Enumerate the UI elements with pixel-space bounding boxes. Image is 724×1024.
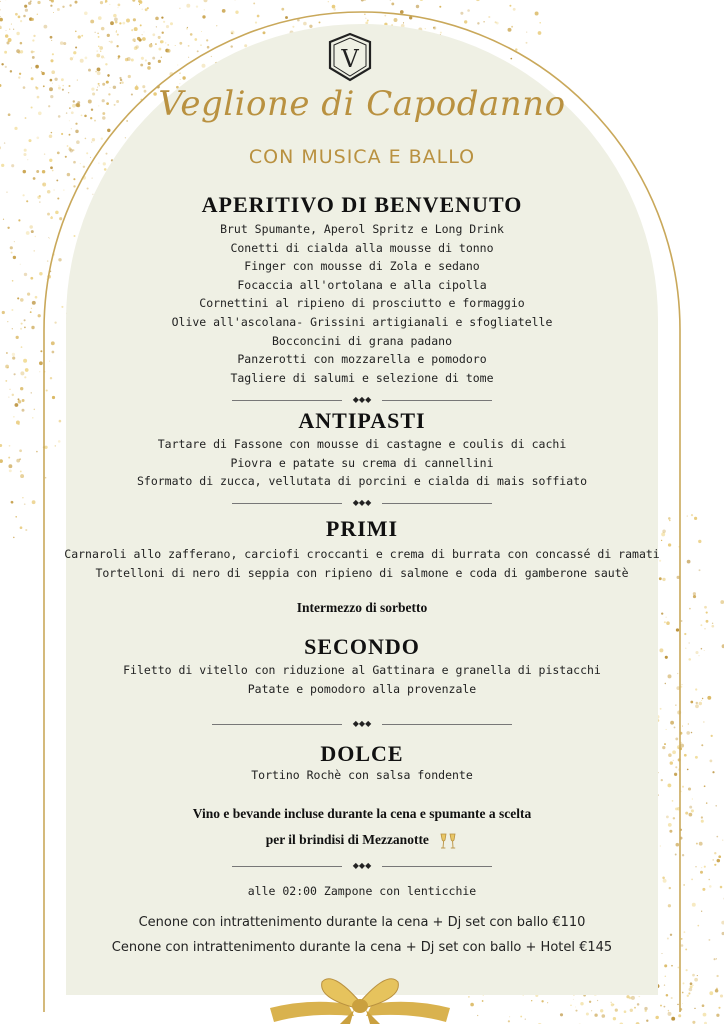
menu-item: Filetto di vitello con riduzione al Gattinara e granella di pistacchi — [123, 663, 601, 677]
v-crest-logo — [326, 32, 374, 82]
menu-item: Tortino Rochè con salsa fondente — [251, 768, 473, 782]
section-title-secondo: SECONDO — [304, 634, 420, 659]
dolce-items — [0, 766, 724, 785]
champagne-toast-icon — [438, 832, 458, 850]
menu-item: Focaccia all'ortolana e alla cipolla — [237, 277, 487, 292]
section-title-aperitivo: APERITIVO DI BENVENUTO — [201, 192, 523, 217]
menu-item: Cornettini al ripieno di prosciutto e formaggio — [199, 296, 525, 311]
section-title-dolce: DOLCE — [320, 741, 404, 766]
event-subtitle: CON MUSICA E BALLO — [248, 146, 476, 168]
price-option-dinner: Cenone con intrattenimento durante la cena + Dj set con ballo €110 — [138, 915, 586, 930]
event-title: Veglione di Capodanno — [158, 84, 566, 124]
menu-item: Olive all'ascolana- Grissini artigianali e sfogliatelle — [171, 314, 553, 329]
divider-ornament: ◆◆◆ — [352, 861, 372, 870]
menu-item: Sformato di zucca, vellutata di porcini e cialda di mais soffiato — [136, 474, 588, 489]
section-divider — [0, 719, 724, 729]
section-title-primi: PRIMI — [325, 516, 399, 541]
divider-ornament: ◆◆◆ — [352, 395, 372, 404]
drinks-note-line2-row — [0, 832, 724, 850]
logo-letter: V — [341, 45, 359, 73]
secondo-items — [0, 661, 724, 698]
menu-item: Bocconcini di grana padano — [271, 333, 452, 348]
menu-item: Panzerotti con mozzarella e pomodoro — [237, 352, 487, 367]
menu-item: Carnaroli allo zafferano, carciofi croccanti e crema di burrata con concassé di ramati — [64, 547, 660, 561]
gold-ribbon-bow — [270, 964, 450, 1024]
price-option-dinner-hotel: Cenone con intrattenimento durante la cena + Dj set con ballo + Hotel €145 — [111, 940, 613, 955]
menu-item: Tortelloni di nero di seppia con ripieno di salmone e coda di gamberone sautè — [95, 565, 629, 580]
drinks-note-line2: per il brindisi di Mezzanotte — [265, 832, 429, 848]
section-title-antipasti: ANTIPASTI — [298, 408, 426, 433]
late-snack-note: alle 02:00 Zampone con lenticchie — [247, 884, 477, 898]
menu-item: Conetti di cialda alla mousse di tonno — [230, 240, 494, 255]
primi-items — [0, 545, 724, 582]
section-divider — [0, 395, 724, 405]
intermezzo-note: Intermezzo di sorbetto — [296, 600, 428, 615]
menu-item: Patate e pomodoro alla provenzale — [247, 681, 477, 696]
menu-item: Tagliere di salumi e selezione di tome — [230, 370, 494, 385]
divider-ornament: ◆◆◆ — [352, 498, 372, 507]
antipasti-items — [0, 435, 724, 491]
menu-item: Tartare di Fassone con mousse di castagne e coulis di cachi — [157, 437, 567, 451]
menu-item: Finger con mousse di Zola e sedano — [244, 259, 480, 274]
menu-item: Piovra e patate su crema di cannellini — [230, 455, 494, 470]
menu-item: Brut Spumante, Aperol Spritz e Long Drink — [220, 222, 504, 236]
drinks-note-line1: Vino e bevande incluse durante la cena e spumante a scelta — [192, 806, 532, 821]
section-divider — [0, 861, 724, 871]
divider-ornament: ◆◆◆ — [352, 719, 372, 728]
late-snack-row — [0, 882, 724, 901]
section-divider — [0, 498, 724, 508]
aperitivo-items — [0, 220, 724, 387]
